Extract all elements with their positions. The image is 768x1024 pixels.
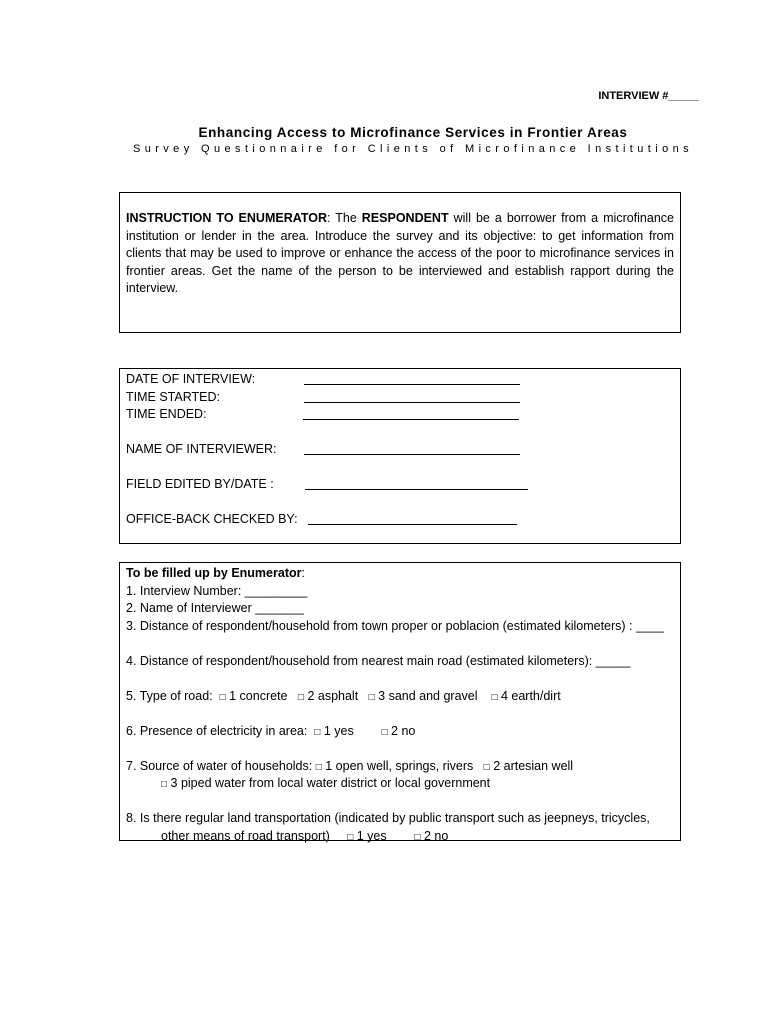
enumerator-heading-text: To be filled up by Enumerator (126, 566, 302, 580)
respondent-label: RESPONDENT (361, 211, 449, 225)
q5-option-earth-dirt: 4 earth/dirt (500, 688, 561, 703)
instruction-lead: INSTRUCTION TO ENUMERATOR (126, 211, 327, 225)
q6-option-no: 2 no (391, 723, 416, 738)
q7-option-piped: 3 piped water from local water district or local government (170, 776, 491, 790)
q6-option-yes: 1 yes (323, 723, 354, 738)
question-7-continued (126, 775, 674, 793)
question-7-label: 7. Source of water of households: (126, 758, 313, 773)
checkbox-icon[interactable]: □ (414, 831, 421, 843)
time-ended-field[interactable] (303, 419, 519, 420)
question-5-label: 5. Type of road: (126, 688, 213, 703)
question-1: 1. Interview Number: _________ (126, 583, 308, 598)
admin-fields-box (119, 368, 681, 544)
question-5 (126, 688, 674, 706)
document-subtitle: Survey Questionnaire for Clients of Microfinance Institutions (132, 143, 694, 155)
checkbox-icon[interactable]: □ (491, 691, 498, 703)
date-of-interview-label: DATE OF INTERVIEW: (126, 372, 256, 386)
enumerator-heading-colon: : (301, 566, 305, 580)
office-back-row (126, 511, 674, 529)
field-edited-label: FIELD EDITED BY/DATE : (126, 477, 274, 491)
question-6 (126, 723, 674, 741)
checkbox-icon[interactable]: □ (483, 761, 490, 773)
checkbox-icon[interactable]: □ (368, 691, 375, 703)
name-of-interviewer-field[interactable] (304, 454, 520, 455)
question-7 (126, 758, 674, 776)
question-8-label: other means of road transport) (161, 828, 330, 843)
question-4: 4. Distance of respondent/household from nearest main road (estimated kilometers): _____ (126, 653, 631, 668)
enumerator-heading (126, 565, 674, 583)
date-of-interview-field[interactable] (304, 384, 520, 385)
q7-option-open-well: 1 open well, springs, rivers (325, 758, 474, 773)
instruction-text-1: : The (326, 211, 362, 225)
name-of-interviewer-label: NAME OF INTERVIEWER: (126, 442, 277, 456)
question-3: 3. Distance of respondent/household from town proper or poblacion (estimated kilometers) : ____ (126, 618, 664, 633)
time-ended-label: TIME ENDED: (126, 407, 207, 421)
office-back-field[interactable] (308, 524, 517, 525)
checkbox-icon[interactable]: □ (161, 779, 168, 790)
checkbox-icon[interactable]: □ (347, 831, 354, 843)
checkbox-icon[interactable]: □ (297, 691, 304, 703)
q7-option-artesian: 2 artesian well (493, 758, 574, 773)
instruction-text-2: will be a borrower from a microfinance institution or lender in the area. Introduce the survey and its objective: to get information from clients that may be used to improve or enhance the access of the poor to microfinance services in frontier areas. Get the name of the person to be interviewed and establish rapport during the interview. (126, 211, 674, 296)
time-ended-row (126, 406, 674, 424)
time-started-label: TIME STARTED: (126, 389, 220, 404)
q5-option-sand-gravel: 3 sand and gravel (378, 688, 478, 703)
field-edited-row (126, 476, 674, 494)
q5-option-asphalt: 2 asphalt (307, 688, 359, 703)
question-6-label: 6. Presence of electricity in area: (126, 723, 308, 738)
question-2: 2. Name of Interviewer _______ (126, 601, 304, 615)
time-started-row (126, 389, 674, 407)
enumerator-box (119, 562, 681, 841)
checkbox-icon[interactable]: □ (219, 691, 226, 703)
question-8-continued (126, 828, 674, 846)
date-of-interview-row (126, 371, 674, 389)
checkbox-icon[interactable]: □ (381, 726, 388, 738)
field-edited-field[interactable] (305, 489, 528, 490)
time-started-field[interactable] (304, 402, 520, 403)
instruction-text (126, 210, 674, 298)
name-of-interviewer-row (126, 441, 674, 459)
instruction-box (119, 192, 681, 333)
interview-number-label: INTERVIEW #_____ (598, 90, 699, 102)
q8-option-yes: 1 yes (356, 828, 387, 843)
document-title: Enhancing Access to Microfinance Services in Frontier Areas (198, 125, 628, 140)
checkbox-icon[interactable]: □ (314, 726, 321, 738)
office-back-label: OFFICE-BACK CHECKED BY: (126, 512, 298, 526)
question-8: 8. Is there regular land transportation (indicated by public transport such as jeepneys, tricycles, (126, 811, 650, 825)
q5-option-concrete: 1 concrete (229, 688, 288, 703)
checkbox-icon[interactable]: □ (315, 761, 322, 773)
q8-option-no: 2 no (423, 828, 449, 843)
